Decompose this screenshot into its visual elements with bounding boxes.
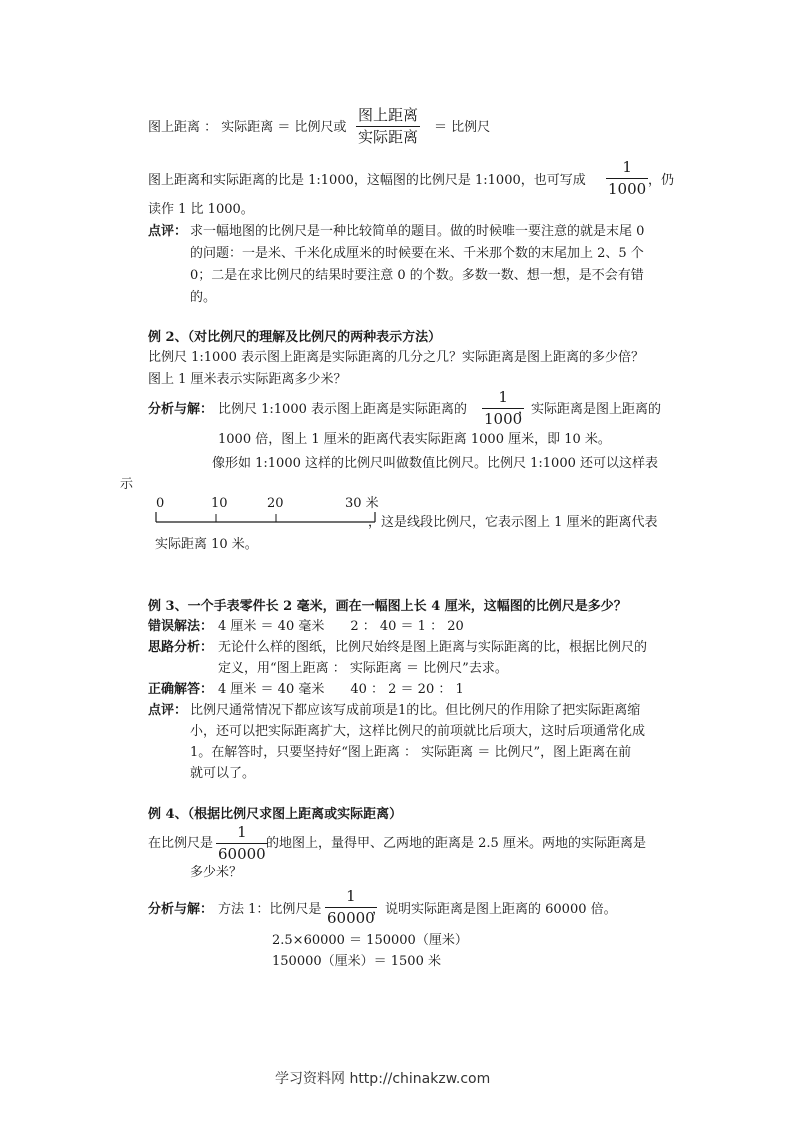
ex3-right-text: 4 厘米 ＝ 40 毫米 40 ： 2 ＝ 20 ： 1 [218, 682, 464, 697]
ex3-comment-line: 就可以了。 [190, 766, 256, 781]
ex4-question-fraction [216, 825, 268, 862]
fraction-numerator: 1 [237, 823, 247, 841]
para1-line2: 读作 1 比 1000。 [148, 202, 254, 217]
para1-line1: 图上距离和实际距离的比是 1:1000，这幅图的比例尺是 1:1000，也可写成 [148, 173, 586, 188]
ex2-question-line2: 图上 1 厘米表示实际距离多少米？ [148, 372, 347, 387]
comment1-line: 的问题：一是米、千米化成厘米的时候要在米、千米那个数的末尾加上 2、5 个 [190, 246, 644, 261]
ex3-title: 例 3、一个手表零件长 2 毫米，画在一幅图上长 4 厘米，这幅图的比例尺是多少？ [148, 599, 627, 614]
ex3-think-line2: 定义，用“图上距离 ： 实际距离 ＝ 比例尺”去求。 [218, 661, 508, 676]
comment1-line: 的。 [190, 290, 217, 305]
ex2-title: 例 2、（对比例尺的理解及比例尺的两种表示方法） [148, 330, 442, 345]
fraction-denominator: 实际距离 [358, 128, 419, 146]
ex2-analysis-label: 分析与解： [148, 402, 214, 417]
comment1-line: 0；二是在求比例尺的结果时要注意 0 的个数。多数一数、想一想，是不会有错 [190, 268, 644, 283]
ex3-wrong-label: 错误解法： [148, 619, 214, 634]
scale-label-0: 0 [156, 496, 165, 511]
para1-line1-end: ，仍 [648, 173, 675, 188]
comment1-label: 点评： [148, 224, 188, 239]
fraction-numerator: 1 [498, 388, 508, 406]
ex3-think-label: 思路分析： [148, 640, 214, 655]
fraction-numerator: 1 [622, 158, 632, 176]
scale-description-line2: 实际距离 10 米。 [155, 537, 258, 552]
ex3-think-line1: 无论什么样的图纸，比例尺始终是图上距离与实际距离的比，根据比例尺的 [218, 640, 648, 655]
scale-description: ，这是线段比例尺，它表示图上 1 厘米的距离代表 [368, 515, 658, 530]
ex4-calc1: 2.5×60000 ＝ 150000（厘米） [272, 933, 468, 948]
ex2-analysis-line2: 1000 倍，图上 1 厘米的距离代表实际距离 1000 厘米，即 10 米。 [218, 432, 611, 447]
line-segment-scale [150, 510, 380, 530]
formula-fraction [356, 108, 420, 145]
ex2-analysis-text-end: ，实际距离是图上距离的 [518, 402, 662, 417]
ex4-analysis-text: 方法 1：比例尺是 [218, 902, 322, 917]
ex4-analysis-label: 分析与解： [148, 902, 214, 917]
ex4-analysis-text-end: ，说明实际距离是图上距离的 60000 倍。 [372, 902, 617, 917]
ex4-calc2: 150000（厘米）＝ 1500 米 [272, 954, 441, 969]
ex3-right-label: 正确解答： [148, 682, 214, 697]
fraction-denominator: 60000 [327, 909, 375, 927]
fraction-denominator: 1000 [608, 180, 647, 198]
ex3-wrong-text: 4 厘米 ＝ 40 毫米 2 ： 40 ＝ 1 ： 20 [218, 619, 464, 634]
para1-fraction [606, 160, 648, 197]
ex4-title: 例 4、（根据比例尺求图上距离或实际距离） [148, 807, 403, 822]
scale-label-20: 20 [267, 496, 284, 511]
footer-site: 学习资料网 http://chinakzw.com [275, 1071, 491, 1087]
comment1-line: 求一幅地图的比例尺是一种比较简单的题目。做的时候唯一要注意的就是末尾 0 [190, 224, 645, 239]
fraction-denominator: 60000 [218, 845, 266, 863]
ex3-comment-line: 比例尺通常情况下都应该写成前项是1的比。但比例尺的作用除了把实际距离缩 [190, 703, 641, 718]
ex2-analysis-text: 比例尺 1:1000 表示图上距离是实际距离的 [218, 402, 467, 417]
fraction-denominator: 1000 [484, 410, 523, 428]
ex3-comment-line: 小，还可以把实际距离扩大，这样比例尺的前项就比后项大，这时后项通常化成 [190, 724, 646, 739]
ex2-analysis-line4: 示 [120, 477, 134, 492]
scale-label-30: 30 米 [345, 496, 379, 511]
ex2-question-line1: 比例尺 1:1000 表示图上距离是实际距离的几分之几？实际距离是图上距离的多少倍？ [148, 350, 645, 365]
ex4-question-text-end: 的地图上，量得甲、乙两地的距离是 2.5 厘米。两地的实际距离是 [266, 836, 646, 851]
formula-lhs: 图上距离 ： 实际距离 ＝ 比例尺或 [148, 120, 347, 135]
fraction-numerator: 图上距离 [358, 106, 419, 124]
ex3-comment-label: 点评： [148, 703, 188, 718]
ex4-question-text: 在比例尺是 [148, 836, 214, 851]
formula-rhs: ＝ 比例尺 [434, 120, 491, 135]
scale-label-10: 10 [211, 496, 228, 511]
ex3-comment-line: 1。在解答时，只要坚持好“图上距离 ： 实际距离 ＝ 比例尺”，图上距离在前 [190, 745, 632, 760]
ex4-analysis-fraction [325, 889, 377, 926]
ex2-analysis-line3: 像形如 1:1000 这样的比例尺叫做数值比例尺。比例尺 1:1000 还可以这样表 [212, 456, 658, 471]
fraction-numerator: 1 [346, 887, 356, 905]
ex4-question-line2: 多少米？ [190, 865, 243, 880]
